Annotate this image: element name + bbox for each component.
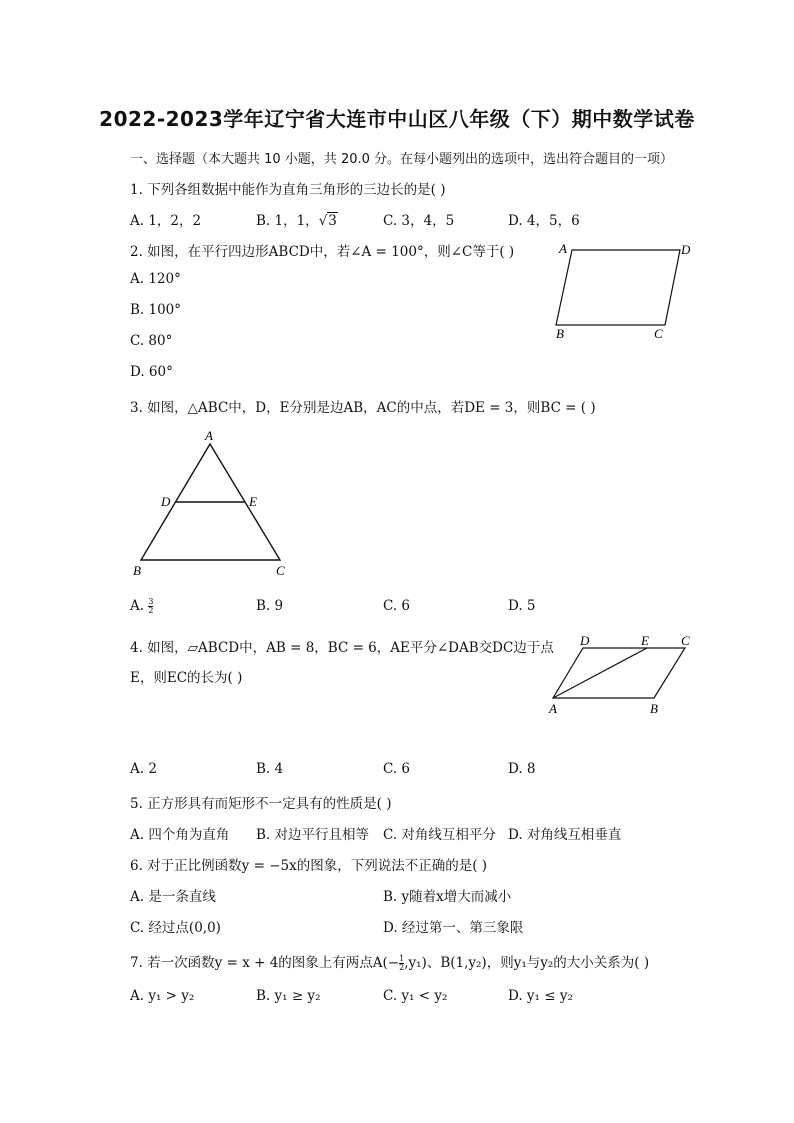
q3-label-b: B [133,563,141,578]
q7-option-a: A. y₁ > y₂ [130,988,195,1004]
q1-option-a: A. 1，2，2 [130,213,202,229]
q4-label-e: E [641,633,649,648]
q1-option-b-text: B. 1，1， [256,213,319,229]
q6-option-a: A. 是一条直线 [130,889,216,905]
q2-label-c: C [654,326,663,341]
q7-option-d: D. y₁ ≤ y₂ [508,988,573,1004]
q5-option-c: C. 对角线互相平分 [383,827,496,843]
q7-stem-part2: ,y₁)、B(1,y₂)，则y₁与y₂的大小关系为( ) [404,955,650,971]
q1-option-d: D. 4，5，6 [508,213,580,229]
q4-stem-continued: E，则EC的长为( ) [130,670,243,686]
q4-option-c: C. 6 [383,761,411,777]
q2-label-d: D [681,242,691,257]
q7-frac-den: 2 [399,963,405,972]
q2-option-b: B. 100° [130,302,182,318]
q3-option-d: D. 5 [508,598,536,614]
q4-label-c: C [681,633,690,648]
section-heading: 一、选择题（本大题共 10 小题，共 20.0 分。在每小题列出的选项中，选出符合题目的一项） [130,152,674,167]
q6-option-b: B. y随着x增大而减小 [383,889,512,905]
exam-title: 2022-2023学年辽宁省大连市中山区八年级（下）期中数学试卷 [99,107,695,131]
q3-label-c: C [276,563,285,578]
q3-label-a: A [205,428,213,443]
q2-stem: 2. 如图，在平行四边形ABCD中，若∠A = 100°，则∠C等于( ) [130,244,515,260]
q3-frac-den: 2 [148,606,154,615]
q6-option-d: D. 经过第一、第三象限 [383,920,524,936]
q2-label-b: B [556,326,564,341]
q4-parallelogram-shape [553,648,685,698]
q2-option-a: A. 120° [130,271,181,287]
q4-bisector-ae [553,648,647,698]
q4-label-a: A [549,701,557,716]
q3-frac-num: 3 [148,597,154,606]
q6-stem: 6. 对于正比例函数y = −5x的图象，下列说法不正确的是( ) [130,858,488,874]
q3-stem: 3. 如图，△ABC中，D，E分别是边AB，AC的中点，若DE = 3，则BC = ( ) [130,400,596,416]
q6-option-c: C. 经过点(0,0) [130,920,221,936]
q1-option-b: B. 1，1，√3 [256,213,337,229]
q1-sqrt-value: 3 [328,213,337,229]
q4-option-d: D. 8 [508,761,536,777]
q1-option-c: C. 3，4，5 [383,213,455,229]
q7-stem-part1: 7. 若一次函数y = x + 4的图象上有两点A(− [130,955,400,971]
q5-option-b: B. 对边平行且相等 [256,827,370,843]
q5-option-a: A. 四个角为直角 [130,827,230,843]
q7-stem [130,951,649,972]
q3-option-a-text: A. [130,598,145,614]
q4-stem: 4. 如图，▱ABCD中，AB = 8，BC = 6，AE平分∠DAB交DC边于点 [130,640,554,656]
q1-stem: 1. 下列各组数据中能作为直角三角形的三边长的是( ) [130,182,446,198]
q2-label-a: A [559,241,567,256]
q7-option-b: B. y₁ ≥ y₂ [256,988,321,1004]
q3-option-b: B. 9 [256,598,284,614]
q2-option-c: C. 80° [130,333,173,349]
q4-option-b: B. 4 [256,761,284,777]
q3-option-c: C. 6 [383,598,411,614]
q4-label-d: D [580,633,590,648]
q3-label-e: E [249,494,257,509]
q4-label-b: B [650,701,658,716]
q7-option-c: C. y₁ < y₂ [383,988,448,1004]
q5-option-d: D. 对角线互相垂直 [508,827,622,843]
q7-frac-num: 1 [399,954,405,963]
q5-stem: 5. 正方形具有而矩形不一定具有的性质是( ) [130,796,392,812]
q4-option-a: A. 2 [130,761,157,777]
q2-option-d: D. 60° [130,364,173,380]
q3-label-d: D [161,494,171,509]
